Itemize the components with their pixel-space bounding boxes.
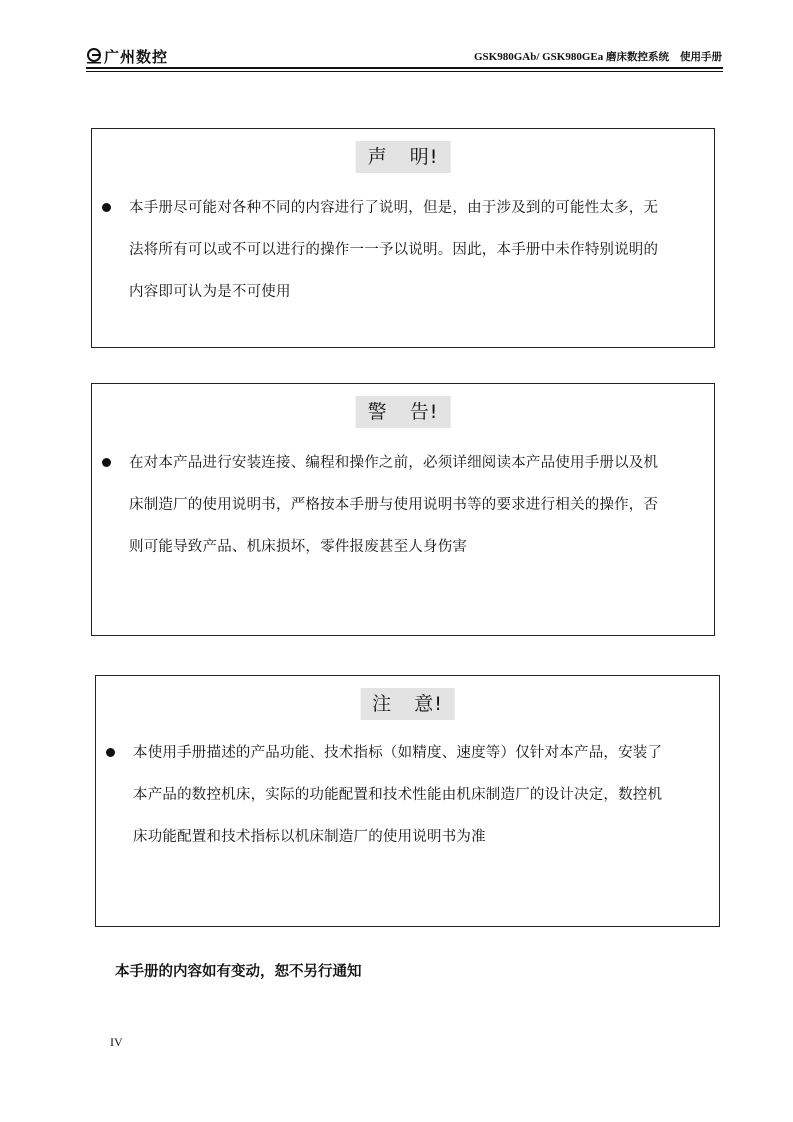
notice-item [102, 187, 704, 313]
notice-line: 本产品的数控机床，实际的功能配置和技术性能由机床制造厂的设计决定，数控机 [133, 787, 663, 803]
notice-box-attention [95, 675, 720, 927]
document-title [474, 49, 722, 64]
header-rule-thick [86, 67, 723, 69]
doc-model: GSK980GAb/ GSK980GEa [473, 51, 604, 63]
notice-line: 床功能配置和技术指标以机床制造厂的使用说明书为准 [133, 829, 486, 845]
notice-line: 床制造厂的使用说明书，严格按本手册与使用说明书等的要求进行相关的操作，否 [129, 497, 659, 513]
doc-kind: 使用手册 [680, 51, 722, 63]
notice-line: 本使用手册描述的产品功能、技术指标（如精度、速度等）仅针对本产品，安装了 [133, 745, 663, 761]
notice-title-char: 声 [367, 146, 388, 168]
bullet-icon [102, 203, 111, 212]
notice-title-rest: 明! [409, 146, 439, 168]
page-number: IV [110, 1035, 123, 1049]
notice-line: 法将所有可以或不可以进行的操作一一予以说明。因此，本手册中未作特别说明的 [129, 242, 659, 258]
bullet-icon [106, 748, 115, 757]
notice-line: 在对本产品进行安装连接、编程和操作之前，必须详细阅读本产品使用手册以及机 [129, 455, 659, 471]
notice-box-warning [91, 383, 715, 636]
logo-text: 广州数控 [104, 47, 169, 66]
notice-title-char: 警 [367, 401, 388, 423]
notice-line: 内容即可认为是不可使用 [129, 284, 291, 300]
notice-line: 则可能导致产品、机床损坏，零件报废甚至人身伤害 [129, 539, 468, 555]
notice-box-declaration [91, 128, 715, 348]
notice-text [129, 187, 704, 313]
header-rule-thin [86, 71, 723, 72]
notice-title-char: 注 [372, 693, 393, 715]
bullet-icon [102, 458, 111, 467]
notice-title-rest: 告! [409, 401, 439, 423]
doc-system: 磨床数控系统 [606, 51, 669, 63]
page-header [86, 42, 722, 70]
notice-title [356, 396, 451, 428]
company-logo [86, 46, 168, 66]
notice-item [102, 442, 704, 568]
gsk-logo-icon [86, 48, 102, 64]
notice-title [356, 141, 451, 173]
notice-title-rest: 意! [414, 693, 443, 715]
change-notice: 本手册的内容如有变动，恕不另行通知 [115, 964, 362, 980]
notice-text [129, 442, 704, 568]
notice-text [133, 732, 709, 858]
notice-item [106, 732, 709, 858]
notice-title [360, 688, 455, 720]
notice-line: 本手册尽可能对各种不同的内容进行了说明，但是，由于涉及到的可能性太多，无 [129, 200, 659, 216]
